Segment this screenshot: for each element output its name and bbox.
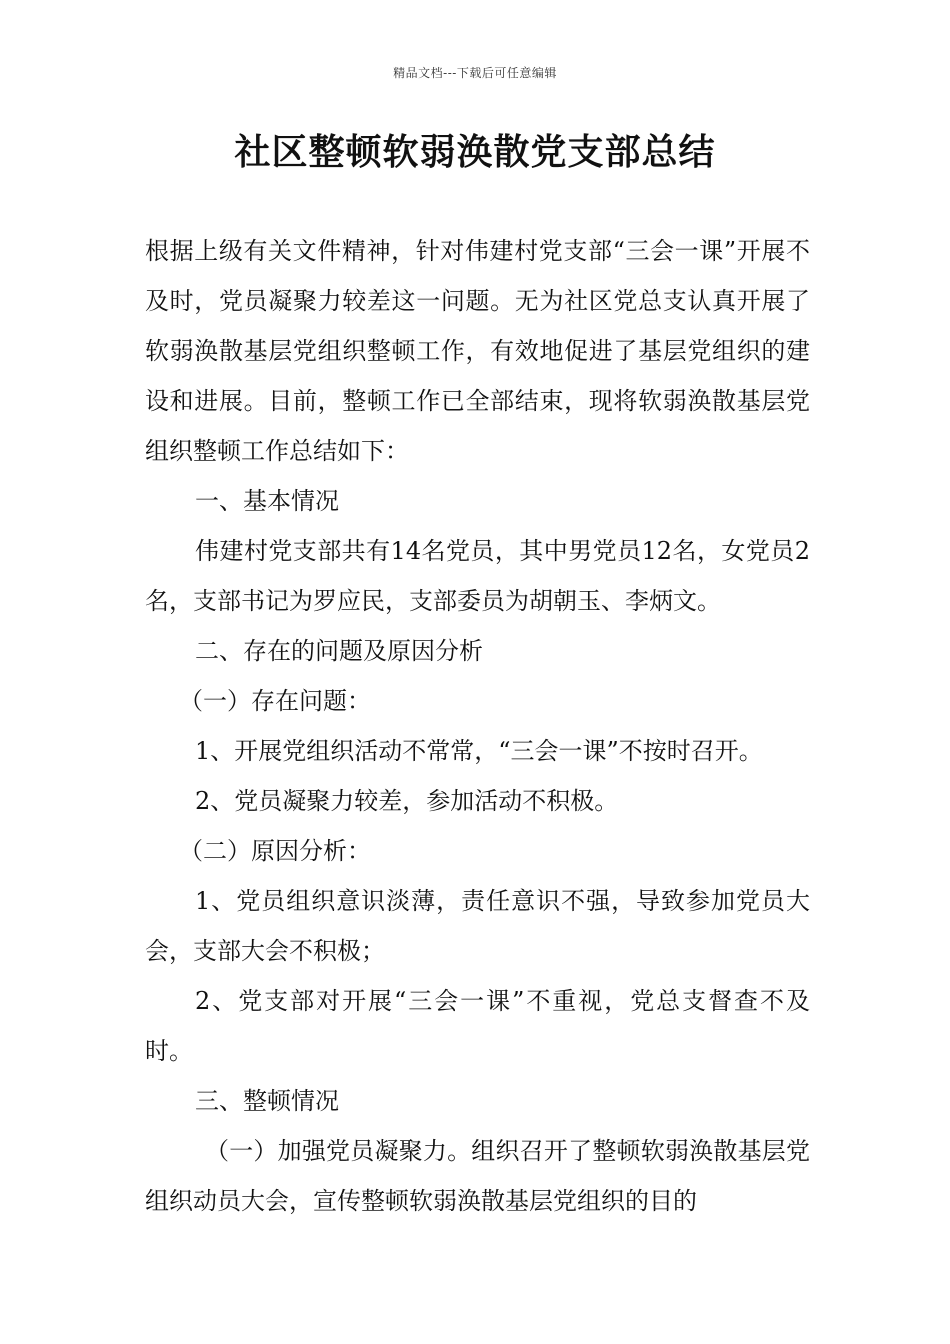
list-item-problem-2: 2、党员凝聚力较差，参加活动不积极。 <box>195 787 619 815</box>
list-item-problem-1: 1、开展党组织活动不常常，“三会一课”不按时召开。 <box>195 737 763 765</box>
section-heading-basic-situation: 一、基本情况 <box>195 487 339 515</box>
list-item-cause-2: 2、党支部对开展“三会一课”不重视，党总支督查不及时。 <box>145 987 810 1065</box>
header-note: 精品文档---下载后可任意编辑 <box>393 66 557 80</box>
paragraph-intro: 根据上级有关文件精神，针对伟建村党支部“三会一课”开展不及时，党员凝聚力较差这一问题。无为社区党总支认真开展了软弱涣散基层党组织整顿工作，有效地促进了基层党组织的建设和进展。目前，整顿工作已全部结束，现将软弱涣散基层党组织整顿工作总结如下： <box>145 237 810 465</box>
subheading-cause-analysis: （二）原因分析： <box>179 837 371 865</box>
list-item-cause-1: 1、党员组织意识淡薄，责任意识不强，导致参加党员大会，支部大会不积极； <box>145 887 810 965</box>
document-title: 社区整顿软弱涣散党支部总结 <box>234 131 716 173</box>
paragraph-basic-situation: 伟建村党支部共有14名党员，其中男党员12名，女党员2名，支部书记为罗应民，支部委员为胡朝玉、李炳文。 <box>145 537 810 615</box>
document-body <box>145 226 810 1226</box>
paragraph-rectification-1: （一）加强党员凝聚力。组织召开了整顿软弱涣散基层党组织动员大会，宣传整顿软弱涣散基层党组织的目的 <box>145 1137 810 1215</box>
subheading-existing-problems: （一）存在问题： <box>179 687 371 715</box>
section-heading-rectification: 三、整顿情况 <box>195 1087 339 1115</box>
section-heading-problems: 二、存在的问题及原因分析 <box>195 637 483 665</box>
